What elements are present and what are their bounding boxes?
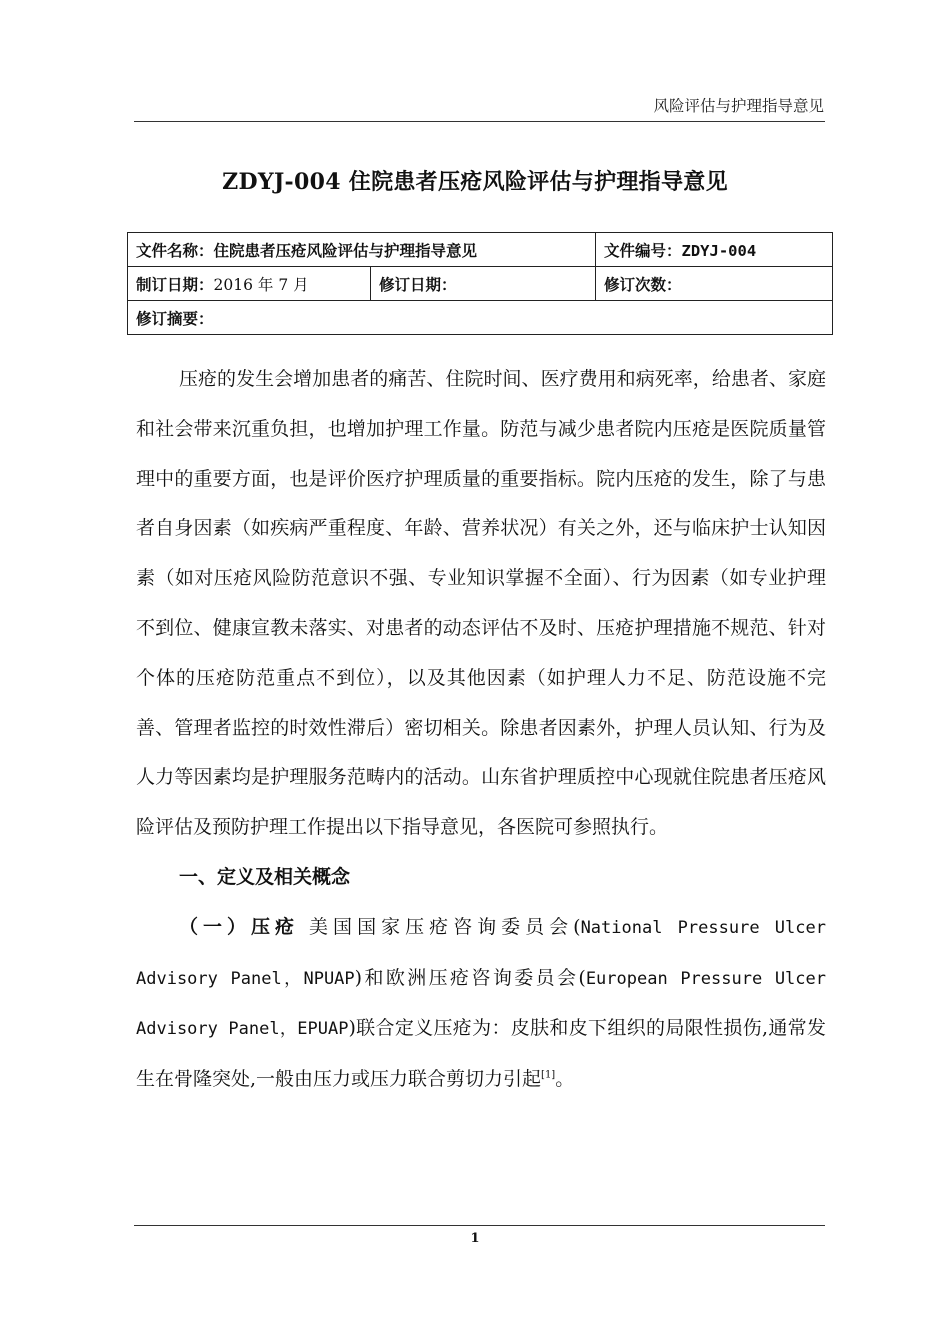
document-info-table — [127, 232, 833, 335]
epuap-name: European Pressure Ulcer Advisory Panel，EPUAP — [136, 968, 827, 1040]
issue-date-value: 2016 年 7 月 — [213, 275, 309, 294]
npuap-name: National Pressure Ulcer Advisory Panel，NPUAP — [136, 917, 826, 989]
revise-date-label: 修订日期： — [379, 275, 457, 294]
footer-divider — [134, 1225, 825, 1226]
header-divider — [134, 121, 825, 122]
revision-summary-label: 修订摘要： — [136, 309, 214, 328]
intro-paragraph: 压疮的发生会增加患者的痛苦、住院时间、医疗费用和病死率，给患者、家庭和社会带来沉重负担，也增加护理工作量。防范与减少患者院内压疮是医院质量管理中的重要方面，也是评价医疗护理质量的重要指标。院内压疮的发生，除了与患者自身因素（如疾病严重程度、年龄、营养状况）有关之外，还与临床护士认知因素（如对压疮风险防范意识不强、专业知识掌握不全面）、行为因素（如专业护理不到位、健康宣教未落实、对患者的动态评估不及时、压疮护理措施不规范、针对个体的压疮防范重点不到位），以及其他因素（如护理人力不足、防范设施不完善、管理者监控的时效性滞后）密切相关。除患者因素外，护理人员认知、行为及人力等因素均是护理服务范畴内的活动。山东省护理质控中心现就住院患者压疮风险评估及预防护理工作提出以下指导意见，各医院可参照执行。 — [136, 368, 826, 839]
subsection-heading-pressure-ulcer: （一）压疮 — [179, 915, 300, 938]
page-number: 1 — [470, 1231, 480, 1246]
file-number-cell — [596, 233, 833, 267]
paragraph-text-c: )联合定义压疮为：皮肤和皮下组织的局限性损伤,通常发生在骨隆突处,一般由压力或压力联合剪切力引起 — [136, 1017, 826, 1091]
subsection-paragraph-pressure-ulcer — [136, 903, 826, 1105]
revise-count-cell — [596, 267, 833, 301]
document-title: ZDYJ-004 住院患者压疮风险评估与护理指导意见 — [222, 169, 728, 195]
citation-ref[interactable]: [1] — [541, 1069, 556, 1081]
revision-summary-cell — [128, 301, 833, 335]
issue-date-cell — [128, 267, 371, 301]
document-body — [136, 355, 826, 1105]
revise-date-cell — [371, 267, 596, 301]
file-name-label: 文件名称： — [136, 241, 214, 260]
file-number-value: ZDYJ-004 — [681, 241, 757, 260]
paragraph-text-a: 美国国家压疮咨询委员会( — [309, 915, 581, 938]
revise-count-label: 修订次数： — [604, 275, 682, 294]
issue-date-label: 制订日期： — [136, 275, 214, 294]
file-number-label: 文件编号： — [604, 241, 682, 260]
paragraph-text-b: )和欧洲压疮咨询委员会( — [354, 966, 586, 989]
running-header: 风险评估与护理指导意见 — [653, 97, 824, 115]
file-name-value: 住院患者压疮风险评估与护理指导意见 — [213, 241, 478, 260]
section-heading-definitions: 一、定义及相关概念 — [179, 865, 351, 888]
file-name-cell — [128, 233, 596, 267]
paragraph-end: 。 — [555, 1068, 575, 1091]
